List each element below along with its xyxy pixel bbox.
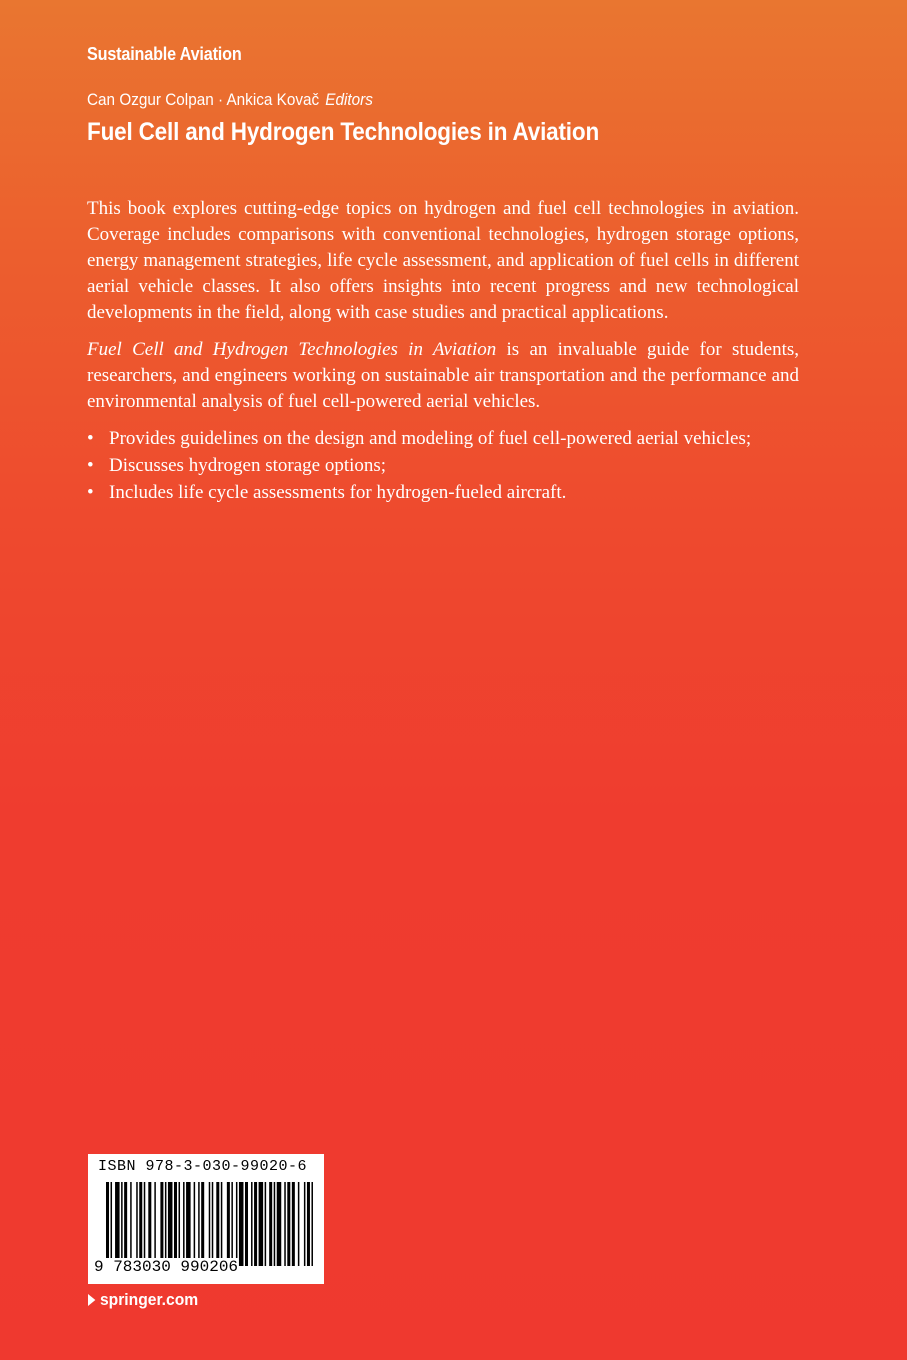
list-item-text: Discusses hydrogen storage options; — [109, 455, 387, 476]
barcode-bar — [245, 1182, 248, 1266]
barcode-bar — [174, 1182, 177, 1266]
barcode-bar — [227, 1182, 230, 1266]
editors-line — [87, 90, 373, 110]
barcode-bar — [139, 1182, 142, 1266]
barcode-bar — [183, 1182, 185, 1266]
barcode-bar — [124, 1182, 127, 1266]
barcode-bar — [311, 1182, 313, 1266]
arrow-right-icon — [88, 1294, 95, 1306]
barcode-bar — [304, 1182, 306, 1266]
list-item — [87, 426, 799, 452]
barcode-bar — [154, 1182, 156, 1266]
barcode-bar — [136, 1182, 138, 1266]
barcode-bar — [236, 1182, 238, 1266]
list-item-text: Provides guidelines on the design and modeling of fuel cell-powered aerial vehicles; — [109, 428, 752, 449]
barcode-bar — [212, 1182, 214, 1266]
barcode-bar — [251, 1182, 253, 1266]
barcode-bar — [198, 1182, 200, 1266]
list-item — [87, 453, 799, 479]
barcode-bar — [287, 1182, 290, 1266]
barcode-bar — [144, 1182, 146, 1266]
barcode-bar — [179, 1182, 181, 1266]
barcode-bar — [148, 1182, 151, 1266]
book-title: Fuel Cell and Hydrogen Technologies in Aviation — [87, 118, 600, 146]
barcode-bar — [168, 1182, 173, 1266]
barcode-bar — [254, 1182, 257, 1266]
barcode-bar — [160, 1182, 163, 1266]
barcode-bar — [201, 1182, 204, 1266]
list-item — [87, 480, 799, 506]
barcode-bar — [121, 1182, 123, 1266]
isbn-number: ISBN 978-3-030-99020-6 — [98, 1158, 308, 1175]
barcode-bar — [194, 1182, 196, 1266]
bullet-icon: • — [87, 428, 94, 449]
description-book-title: Fuel Cell and Hydrogen Technologies in Aviation — [87, 339, 497, 360]
barcode-bar — [106, 1182, 109, 1266]
barcode-bar — [209, 1182, 211, 1266]
barcode-bar — [277, 1182, 282, 1266]
description-paragraph-2-text: is an invaluable guide for students, researchers, and engineers working on sustainable air transportation and the performance and environmental analysis of fuel cell-powered aerial vehicles. — [87, 339, 799, 412]
barcode-bar — [274, 1182, 276, 1266]
barcode-bar — [265, 1182, 267, 1266]
barcode-bar — [186, 1182, 191, 1266]
barcode-bar — [307, 1182, 310, 1266]
bullet-icon: • — [87, 455, 94, 476]
barcode-bar — [216, 1182, 219, 1266]
barcode-bars-icon — [106, 1182, 316, 1266]
barcode-bar — [165, 1182, 167, 1266]
barcode-bar — [269, 1182, 272, 1266]
barcode-bar — [292, 1182, 295, 1266]
barcode-bar — [221, 1182, 223, 1266]
barcode-digits: 9 783030 990206 — [94, 1258, 239, 1276]
publisher-link[interactable] — [88, 1290, 198, 1310]
barcode-bar — [298, 1182, 300, 1266]
barcode-bar — [115, 1182, 120, 1266]
description-paragraph-1: This book explores cutting-edge topics on hydrogen and fuel cell technologies in aviation. Coverage includes comparisons with conventional technologies, hydrogen storage options, energy management strategies, life cycle assessment, and application of fuel cells in different aerial vehicle classes. It also offers insights into recent progress and new technological developments in the field, along with case studies and practical applications. — [87, 198, 799, 323]
editor-names: Can Ozgur Colpan · Ankica Kovač — [87, 90, 320, 109]
barcode-bar — [231, 1182, 233, 1266]
list-item-text: Includes life cycle assessments for hydrogen-fueled aircraft. — [109, 482, 567, 503]
barcode-bar — [239, 1182, 244, 1266]
barcode-bar — [130, 1182, 132, 1266]
series-name: Sustainable Aviation — [87, 44, 242, 64]
bullet-icon: • — [87, 482, 94, 503]
barcode-bar — [284, 1182, 286, 1266]
book-description — [87, 196, 799, 507]
publisher-url: springer.com — [99, 1290, 199, 1309]
description-paragraph-2 — [87, 337, 799, 415]
barcode-bar — [259, 1182, 264, 1266]
isbn-barcode — [88, 1154, 324, 1284]
feature-list — [87, 426, 799, 506]
editors-role: Editors — [325, 90, 373, 109]
barcode-bar — [111, 1182, 113, 1266]
